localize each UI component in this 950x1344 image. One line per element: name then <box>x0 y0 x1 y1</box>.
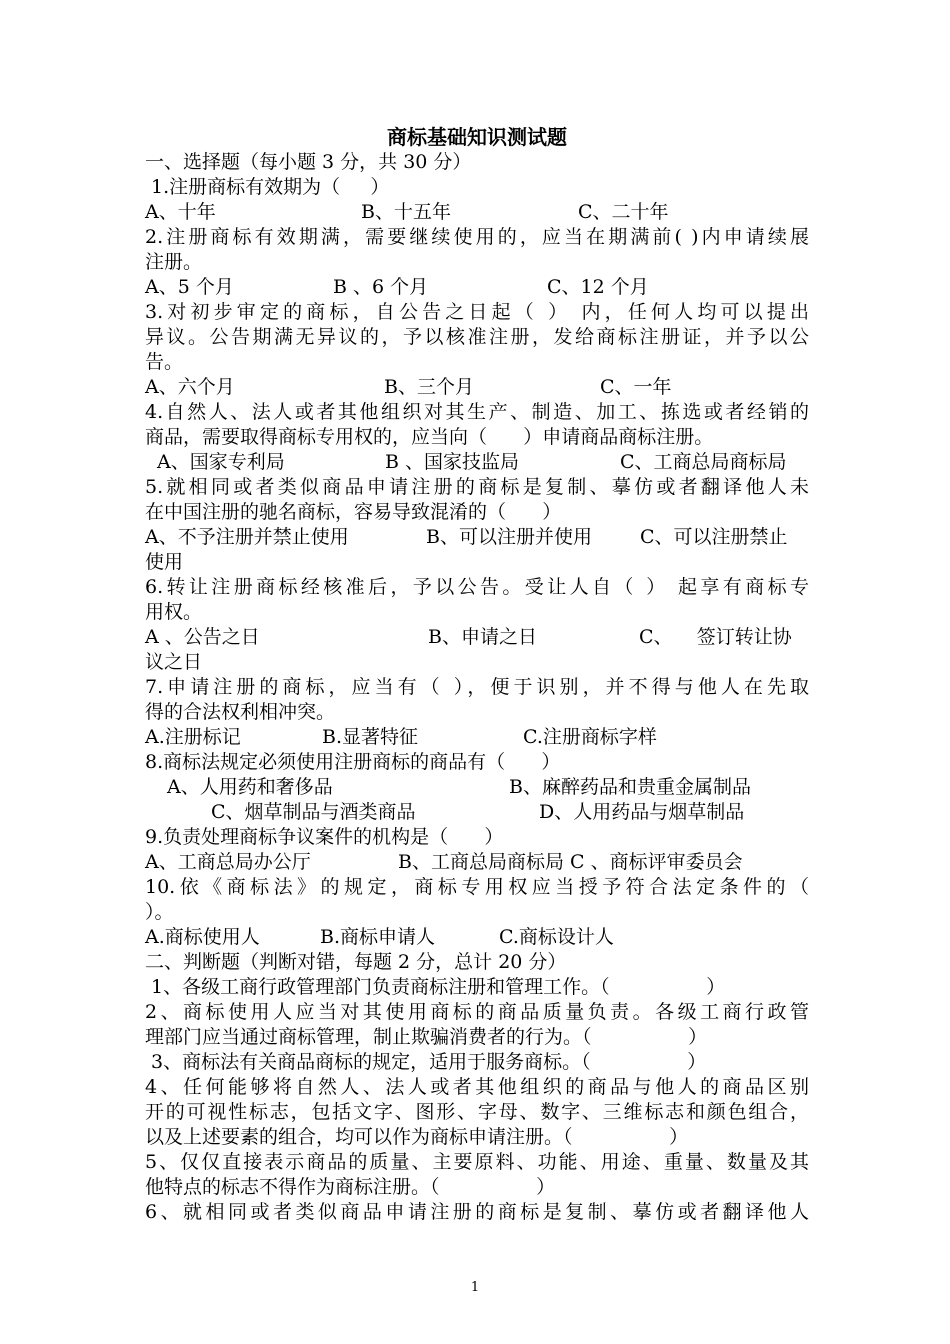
question-3-line-3: 告。 <box>145 351 184 373</box>
section1-heading: 一、选择题（每小题 3 分，共 30 分） <box>145 151 472 173</box>
judgment-1: 1、各级工商行政管理部门负责商标注册和管理工作。（ ） <box>145 976 726 998</box>
question-3-line-1: 3.对初步审定的商标，自公告之日起（ ） 内，任何人均可以提出 <box>145 301 809 323</box>
question-8: 8.商标法规定必须使用注册商标的商品有（ ） <box>145 751 561 773</box>
document-title: 商标基础知识测试题 <box>387 125 567 149</box>
question-2-line-2: 注册。 <box>145 251 203 273</box>
judgment-4-line-1: 4、任何能够将自然人、法人或者其他组织的商品与他人的商品区别 <box>145 1076 809 1098</box>
question-8-options-row-1 <box>145 775 809 800</box>
question-7-options <box>145 725 809 750</box>
option-a: A、不予注册并禁止使用 <box>145 526 349 548</box>
question-5-options <box>145 525 809 550</box>
question-4-options <box>145 450 809 475</box>
question-7-line-1: 7.申请注册的商标，应当有（ ），便于识别，并不得与他人在先取 <box>145 676 809 698</box>
question-6-line-3: 议之日 <box>145 651 203 673</box>
option-b: B、工商总局商标局 C 、商标评审委员会 <box>398 851 743 873</box>
question-5-line-1: 5.就相同或者类似商品申请注册的商标是复制、摹仿或者翻译他人未 <box>145 476 809 498</box>
judgment-4-line-3: 以及上述要素的组合，均可以作为商标申请注册。（ ） <box>145 1126 689 1148</box>
question-5-line-3: 使用 <box>145 551 184 573</box>
question-10-line-2: ）。 <box>145 901 174 923</box>
judgment-5-line-1: 5、仅仅直接表示商品的质量、主要原料、功能、用途、重量、数量及其 <box>145 1151 809 1173</box>
option-c: C.商标设计人 <box>499 926 614 948</box>
judgment-2-line-1: 2、商标使用人应当对其使用商标的商品质量负责。各级工商行政管 <box>145 1001 809 1023</box>
option-c: C、可以注册禁止 <box>640 526 788 548</box>
option-b: B 、6 个月 <box>333 276 429 298</box>
question-2-options <box>145 275 809 300</box>
question-4-line-2: 商品，需要取得商标专用权的，应当向（ ）申请商品商标注册。 <box>145 426 714 448</box>
judgment-5-line-2: 他特点的标志不得作为商标注册。（ ） <box>145 1176 556 1198</box>
option-a: A、六个月 <box>145 376 235 398</box>
question-6-line-1: 6.转让注册商标经核准后，予以公告。受让人自（ ） 起享有商标专 <box>145 576 809 598</box>
page-number: 1 <box>470 1280 480 1295</box>
option-c: C.注册商标字样 <box>523 726 657 748</box>
option-b: B.商标申请人 <box>320 926 436 948</box>
option-c: C、 签订转让协 <box>639 626 792 648</box>
option-c: C、工商总局商标局 <box>620 451 787 473</box>
question-10-line-1: 10.依《商标法》的规定，商标专用权应当授予符合法定条件的（ <box>145 876 809 898</box>
question-9-options <box>145 850 809 875</box>
document-body <box>145 124 809 1225</box>
option-d: D、人用药品与烟草制品 <box>539 801 745 823</box>
option-a: A.注册标记 <box>145 726 241 748</box>
option-a: A、5 个月 <box>145 276 234 298</box>
judgment-2-line-2: 理部门应当通过商标管理，制止欺骗消费者的行为。（ ） <box>145 1026 708 1048</box>
option-b: B、十五年 <box>361 201 451 223</box>
question-9: 9.负责处理商标争议案件的机构是（ ） <box>145 826 504 848</box>
option-a: A.商标使用人 <box>145 926 260 948</box>
question-1-options <box>145 200 809 225</box>
option-c: C、12 个月 <box>547 276 649 298</box>
question-7-line-2: 得的合法权利相冲突。 <box>145 701 336 723</box>
option-b: B 、国家技监局 <box>385 451 520 473</box>
question-5-line-2: 在中国注册的驰名商标，容易导致混淆的（ ） <box>145 501 562 523</box>
question-10-options <box>145 925 809 950</box>
judgment-4-line-2: 开的可视性标志，包括文字、图形、字母、数字、三维标志和颜色组合， <box>145 1101 809 1123</box>
option-a: A、十年 <box>145 201 216 223</box>
option-a: A、人用药和奢侈品 <box>167 776 333 798</box>
option-b: B、麻醉药品和贵重金属制品 <box>509 776 751 798</box>
option-c: C、烟草制品与酒类商品 <box>211 801 416 823</box>
option-b: B、三个月 <box>384 376 474 398</box>
option-b: B.显著特征 <box>322 726 419 748</box>
judgment-6-line-1: 6、就相同或者类似商品申请注册的商标是复制、摹仿或者翻译他人 <box>145 1201 809 1223</box>
question-3-options <box>145 375 809 400</box>
question-1: 1.注册商标有效期为（ ） <box>145 176 390 198</box>
section2-heading: 二、判断题（判断对错，每题 2 分，总计 20 分） <box>145 951 567 973</box>
option-a: A、国家专利局 <box>157 451 285 473</box>
option-b: B、申请之日 <box>428 626 537 648</box>
question-6-line-2: 用权。 <box>145 601 203 623</box>
judgment-3: 3、商标法有关商品商标的规定，适用于服务商标。（ ） <box>145 1051 707 1073</box>
option-c: C、二十年 <box>578 201 669 223</box>
option-c: C、一年 <box>600 376 672 398</box>
question-3-line-2: 异议。公告期满无异议的，予以核准注册，发给商标注册证，并予以公 <box>145 326 809 348</box>
option-b: B、可以注册并使用 <box>426 526 592 548</box>
question-4-line-1: 4.自然人、法人或者其他组织对其生产、制造、加工、拣选或者经销的 <box>145 401 809 423</box>
question-6-options <box>145 625 809 650</box>
option-a: A、工商总局办公厅 <box>145 851 311 873</box>
question-2-line-1: 2.注册商标有效期满，需要继续使用的，应当在期满前( )内申请续展 <box>145 226 809 248</box>
question-8-options-row-2 <box>145 800 809 825</box>
option-a: A 、公告之日 <box>145 626 260 648</box>
